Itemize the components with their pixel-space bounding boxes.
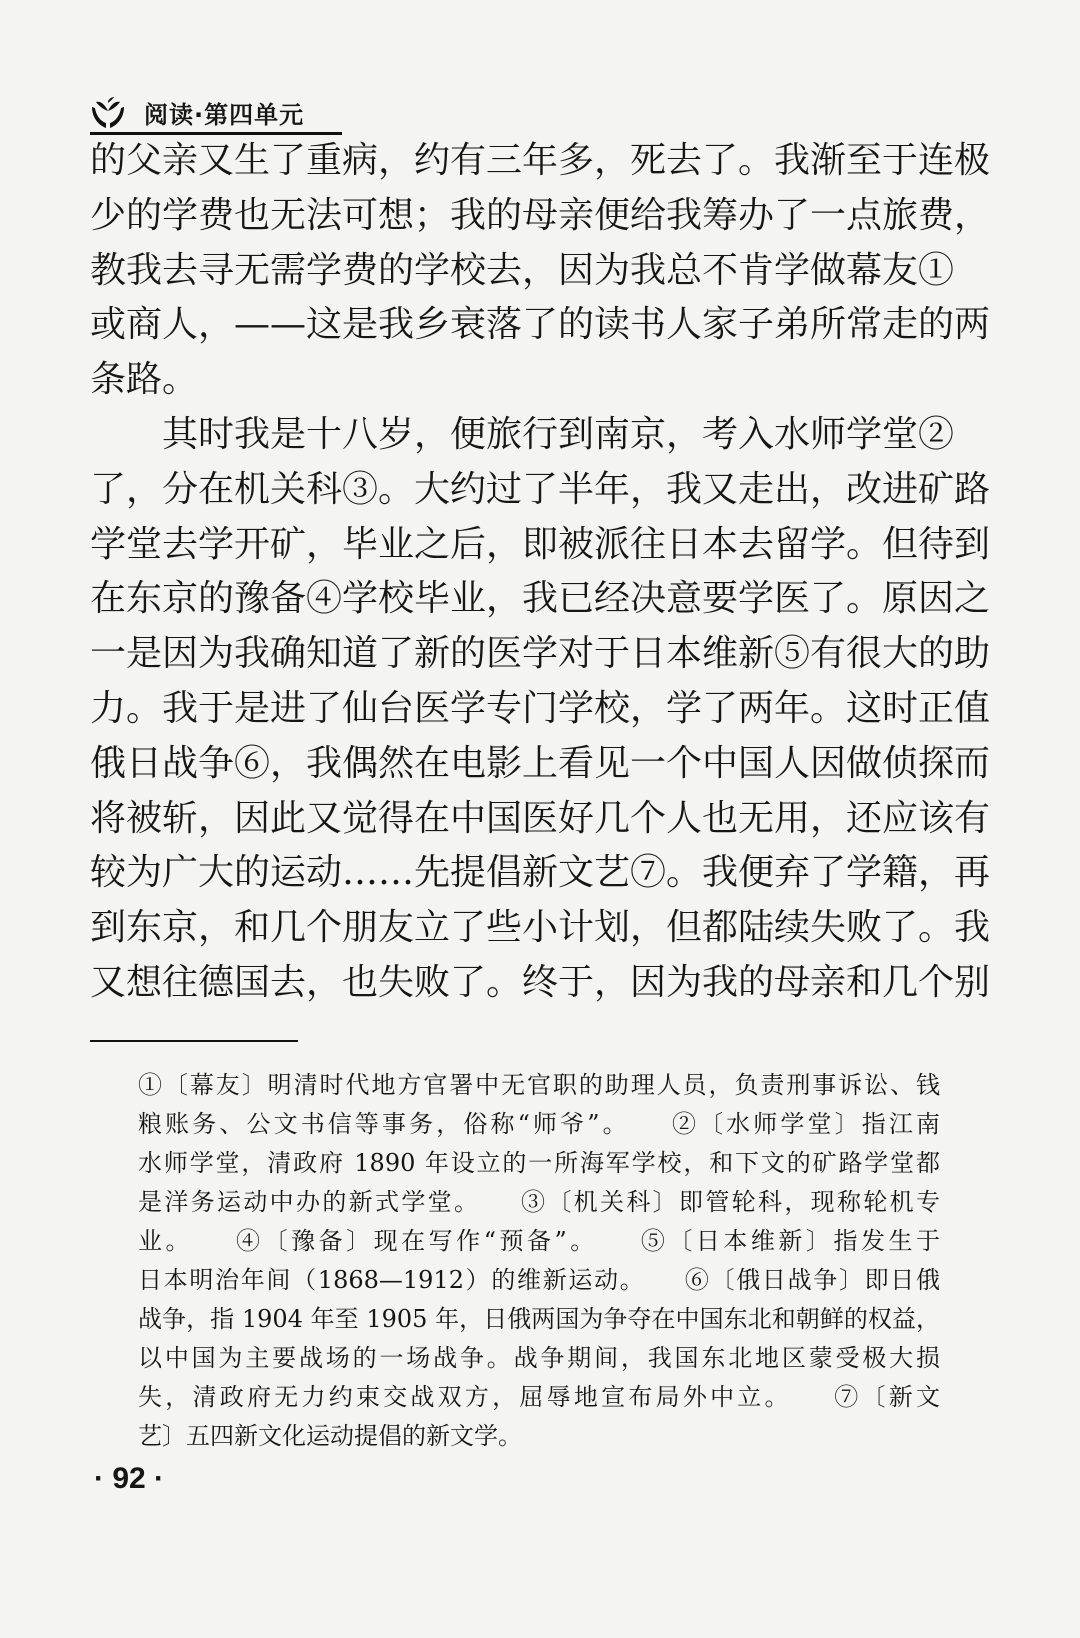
page-number: · 92 · — [94, 1462, 165, 1495]
text-line: 在东京的豫备④学校毕业，我已经决意要学医了。原因之 — [90, 578, 991, 620]
text-line: 力。我于是进了仙台医学专门学校，学了两年。这时正值 — [90, 687, 991, 729]
footnote-line: 日本明治年间（1868—1912）的维新运动。 ⑥〔俄日战争〕即日俄 — [138, 1266, 940, 1294]
text-line: 少的学费也无法可想；我的母亲便给我筹办了一点旅费， — [90, 194, 991, 236]
text-line: 将被斩，因此又觉得在中国医好几个人也无用，还应该有 — [90, 797, 991, 839]
footnote-line: 业。 ④〔豫备〕现在写作“预备”。 ⑤〔日本维新〕指发生于 — [138, 1227, 940, 1255]
text-line: 较为广大的运动……先提倡新文艺⑦。我便弃了学籍，再 — [90, 852, 991, 894]
text-line: 到东京，和几个朋友立了些小计划，但都陆续失败了。我 — [90, 907, 991, 949]
text-line: 的父亲又生了重病，约有三年多，死去了。我渐至于连极 — [90, 140, 991, 181]
footnote-line: 艺〕五四新文化运动提倡的新文学。 — [138, 1422, 522, 1450]
footnote-divider — [90, 1040, 298, 1042]
text-line: 一是因为我确知道了新的医学对于日本维新⑤有很大的助 — [90, 633, 991, 675]
text-line: 教我去寻无需学费的学校去，因为我总不肯学做幕友① — [90, 249, 955, 291]
text-line: 条路。 — [90, 359, 199, 401]
footnote-line: 是洋务运动中办的新式学堂。 ③〔机关科〕即管轮科，现称轮机专 — [138, 1188, 940, 1216]
footnote-line: 以中国为主要战场的一场战争。战争期间，我国东北地区蒙受极大损 — [138, 1344, 940, 1372]
footnotes — [138, 1066, 940, 1456]
text-line: 俄日战争⑥，我偶然在电影上看见一个中国人因做侦探而 — [90, 742, 991, 784]
unit-title: 阅读·第四单元 — [144, 100, 305, 129]
footnote-line: 失，清政府无力约束交战双方，屈辱地宣布局外中立。 ⑦〔新文 — [138, 1383, 940, 1411]
text-line: 了，分在机关科③。大约过了半年，我又走出，改进矿路 — [90, 468, 991, 510]
footnote-line: 水师学堂，清政府 1890 年设立的一所海军学校，和下文的矿路学堂都 — [138, 1149, 940, 1177]
text-line: 其时我是十八岁，便旅行到南京，考入水师学堂② — [162, 413, 955, 455]
text-line: 又想往德国去，也失败了。终于，因为我的母亲和几个别 — [90, 961, 991, 1003]
body-text — [90, 134, 991, 1011]
text-line: 或商人，——这是我乡衰落了的读书人家子弟所常走的两 — [90, 304, 991, 346]
hands-holding-sprout-icon — [90, 95, 126, 129]
footnote-line: ①〔幕友〕明清时代地方官署中无官职的助理人员，负责刑事诉讼、钱 — [138, 1071, 940, 1099]
text-line: 学堂去学开矿，毕业之后，即被派往日本去留学。但待到 — [90, 523, 991, 565]
footnote-line: 粮账务、公文书信等事务，俗称“师爷”。 ②〔水师学堂〕指江南 — [138, 1110, 940, 1138]
footnote-line: 战争，指 1904 年至 1905 年，日俄两国为争夺在中国东北和朝鲜的权益， — [138, 1305, 940, 1333]
running-header — [90, 92, 342, 135]
